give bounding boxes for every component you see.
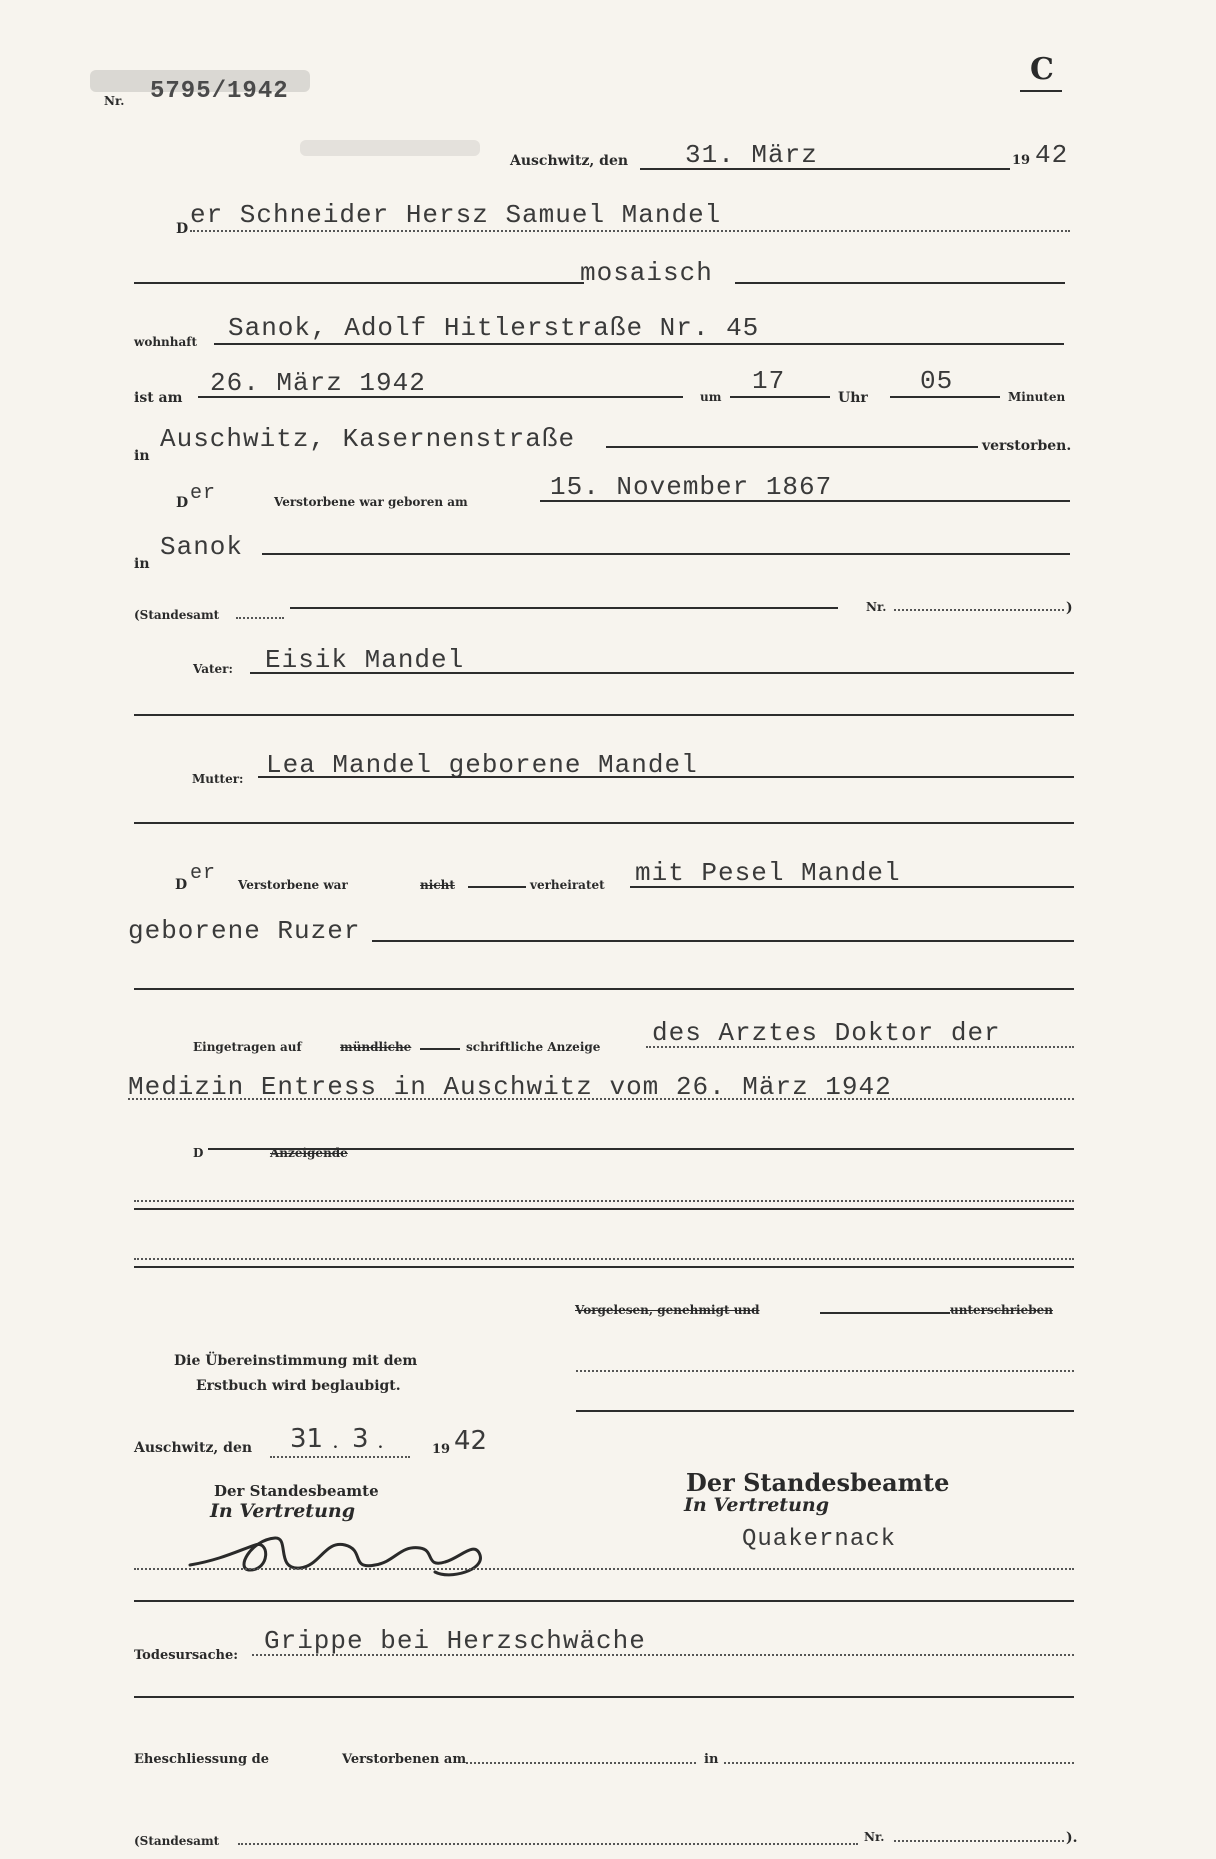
vorgelesen-label: Vorgelesen, genehmigt und [575,1303,760,1317]
minute-line [890,396,1000,398]
nicht-dash [468,886,526,888]
standesamt-line [290,607,838,609]
issue-year: 42 [1035,140,1069,170]
footer-standesamt-label: (Standesamt [134,1834,220,1848]
cert-month: 3 [352,1424,369,1454]
standesamt-label: (Standesamt [134,608,220,622]
separator-dotted [134,1568,1074,1570]
anzeigende-line-5 [134,1266,1074,1268]
anzeigende-line [208,1148,1074,1150]
in-label: in [134,448,150,464]
birth-place-line [262,553,1070,555]
cert-day: 31 [290,1424,324,1454]
marriage-line-3 [134,988,1074,990]
report-label-2: schriftliche Anzeige [466,1040,601,1054]
marriage-d-suffix: er [190,862,217,885]
standesamt-dots [236,617,284,619]
report-text-1: des Arztes Doktor der [652,1018,1001,1048]
marriage-in-label: in [704,1752,719,1767]
cause: Grippe bei Herzschwäche [264,1626,646,1656]
anzeigende-line-3 [134,1208,1074,1210]
close-paren: ) [1066,600,1073,616]
born-suffix: er [190,482,217,505]
minuten-label: Minuten [1008,390,1066,404]
nr-label: Nr. [866,600,887,614]
cause-line-2 [134,1696,1074,1698]
cert-dot-1: . [333,1436,338,1452]
death-date-line [198,396,683,398]
scan-noise [300,140,480,156]
anzeigende-d: D [193,1146,204,1160]
death-place: Auschwitz, Kasernenstraße [160,424,576,454]
mutter-line [258,776,1074,778]
mutter: Lea Mandel geborene Mandel [266,750,698,780]
nr-line [894,609,1064,611]
year-prefix: 19 [1012,153,1031,168]
vorgelesen-dash [820,1312,950,1314]
cert-date-line [270,1456,410,1458]
death-minute: 05 [920,366,954,396]
form-code: C [1030,52,1054,87]
spouse-line-2-rule [372,940,1074,942]
mutter-label: Mutter: [192,772,244,786]
vorgelesen-line-2 [576,1410,1074,1412]
right-stamp-deputy: In Vertretung [684,1494,829,1516]
death-date: 26. März 1942 [210,368,426,398]
issue-date: 31. März [685,140,818,170]
religion-line-left [134,282,584,284]
religion: mosaisch [580,258,713,288]
marriage-label-nicht: nicht [420,878,455,892]
footer-nr-line [894,1840,1064,1842]
date-line [640,168,1010,170]
right-stamp-title: Der Standesbeamte [686,1468,950,1497]
died-label: ist am [134,390,183,406]
cert-year-prefix: 19 [432,1442,451,1457]
born-d-prefix: D [176,495,189,511]
cause-label: Todesursache: [134,1648,239,1663]
spouse-line-2: geborene Ruzer [128,916,361,946]
birth-date: 15. November 1867 [550,472,833,502]
marriage-date-line [466,1762,696,1764]
vater-line [250,672,1074,674]
verstorben-label: verstorben. [982,438,1072,454]
death-place-line [606,446,978,448]
spouse-line [630,886,1074,888]
certification-line-1: Die Übereinstimmung mit dem [174,1353,418,1369]
born-label: Verstorbene war geboren am [274,495,468,509]
vater: Eisik Mandel [265,645,465,675]
marriage-d-prefix: D [175,877,188,893]
anzeigende-line-4 [134,1258,1074,1260]
marriage-label-2: verheiratet [530,878,605,892]
um-label: um [700,390,722,404]
report-line-2 [128,1098,1074,1100]
name-line [190,230,1070,232]
anzeigende-line-2 [134,1200,1074,1202]
cause-line [252,1654,1074,1656]
footer-standesamt-line [238,1843,858,1845]
anzeigende-label: Anzeigende [270,1146,348,1160]
marriage-label-1: Verstorbene war [238,878,348,892]
birth-place: Sanok [160,532,244,562]
handwritten-signature [180,1510,500,1590]
cert-place: Auschwitz, den [134,1440,253,1456]
report-label-1: Eingetragen auf [193,1040,302,1054]
left-stamp-title: Der Standesbeamte [214,1482,379,1500]
spouse-line-1: mit Pesel Mandel [635,858,901,888]
footer-nr-label: Nr. [864,1830,885,1844]
death-hour: 17 [752,366,786,396]
separator-line [134,1600,1074,1602]
report-line-1 [646,1046,1074,1048]
uhr-label: Uhr [838,390,868,406]
number-prefix: Nr. [104,94,125,108]
cert-year: 42 [454,1426,488,1456]
register-number: 5795/1942 [150,78,289,105]
report-dash [420,1048,460,1050]
left-stamp-deputy: In Vertretung [210,1500,355,1522]
vater-label: Vater: [193,662,233,676]
name-d-prefix: D [176,221,189,237]
report-label-struck: mündliche [340,1040,412,1054]
marriage-label-footer-2: Verstorbenen am [342,1752,467,1767]
vater-line-2 [134,714,1074,716]
form-code-underline [1020,90,1062,92]
birth-date-line [540,500,1070,502]
certification-line-2: Erstbuch wird beglaubigt. [196,1378,401,1394]
unterschrieben-label: unterschrieben [950,1303,1054,1317]
residence-line [214,343,1064,345]
vorgelesen-line-1 [576,1370,1074,1372]
footer-close: ). [1066,1830,1078,1846]
religion-line-right [735,282,1065,284]
right-stamp-name: Quakernack [742,1526,897,1553]
residence: Sanok, Adolf Hitlerstraße Nr. 45 [228,313,760,343]
place-label: Auschwitz, den [510,153,629,169]
birth-place-label: in [134,556,150,572]
hour-line [730,396,830,398]
mutter-line-2 [134,822,1074,824]
deceased-name: er Schneider Hersz Samuel Mandel [190,200,722,230]
report-text-2: Medizin Entress in Auschwitz vom 26. März 1942 [128,1072,892,1102]
cert-dot-2: . [378,1436,383,1452]
residence-label: wohnhaft [134,335,197,349]
marriage-label-footer: Eheschliessung de [134,1752,269,1767]
marriage-in-line [724,1762,1074,1764]
